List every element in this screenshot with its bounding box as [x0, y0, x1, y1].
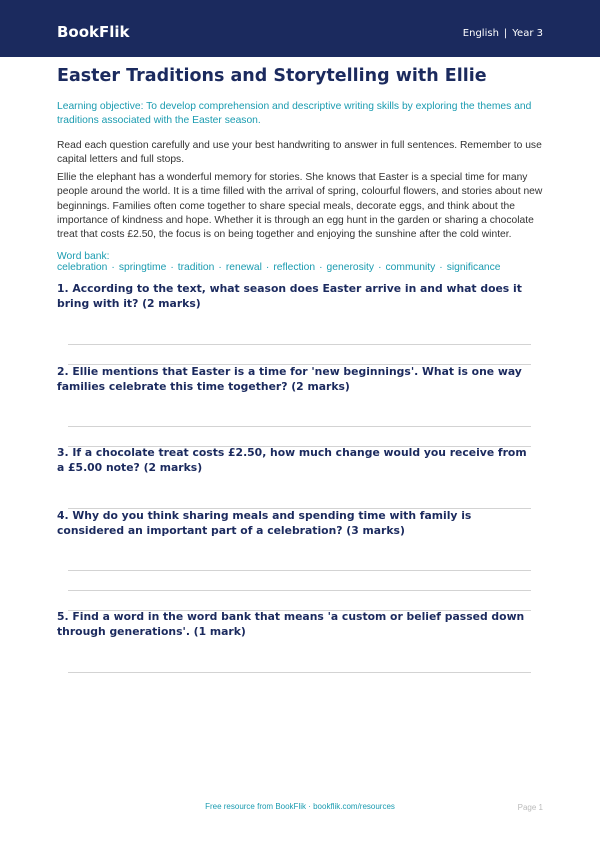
brand-logo-text: BookFlik — [57, 23, 130, 41]
question-3: 3. If a chocolate treat costs £2.50, how much change would you receive from a £5.00 note? (2 marks) — [57, 446, 527, 474]
question-4: 4. Why do you think sharing meals and spending time with family is considered an important part of a celebration? (3 marks) — [57, 509, 472, 537]
word-bank-word: celebration — [57, 262, 108, 273]
answer-line[interactable] — [68, 672, 531, 673]
subject-year-label — [463, 28, 543, 39]
word-bank-word: community — [385, 262, 436, 273]
learning-objective: Learning objective: To develop comprehension and descriptive writing skills by exploring the themes and traditions associated with the Easter season. — [57, 101, 532, 126]
word-bank-word: renewal — [225, 262, 262, 273]
year-label: Year 3 — [512, 28, 543, 39]
answer-line[interactable] — [68, 590, 531, 591]
separator: | — [503, 28, 508, 39]
answer-line[interactable] — [68, 344, 531, 345]
word-bank-word: generosity — [326, 262, 375, 273]
word-bank-label: Word bank: — [57, 251, 110, 262]
answer-line[interactable] — [68, 570, 531, 571]
word-bank-word: springtime — [118, 262, 167, 273]
question-2: 2. Ellie mentions that Easter is a time for 'new beginnings'. What is one way families celebrate this time together? (2 marks) — [57, 365, 522, 393]
word-bank-word: significance — [446, 262, 501, 273]
footer-text[interactable]: Free resource from BookFlik · bookflik.com/resources — [205, 802, 395, 811]
word-bank: Word bank: celebration · springtime · tradition · renewal · reflection · generosity · community · significance — [57, 251, 501, 273]
instructions-text: Read each question carefully and use your best handwriting to answer in full sentences. Remember to use capital letters and full stops. — [57, 140, 542, 165]
header-bar — [0, 0, 600, 57]
word-bank-word: tradition — [177, 262, 215, 273]
question-1: 1. According to the text, what season does Easter arrive in and what does it bring with it? (2 marks) — [57, 282, 522, 310]
page-title: Easter Traditions and Storytelling with Ellie — [57, 66, 487, 86]
reading-passage: Ellie the elephant has a wonderful memory for stories. She knows that Easter is a special time for many people around the world. It is a time filled with the arrival of spring, colourful flowers, and stories about new beginnings. Families often come together to share special meals, decorate eggs, and think about the importance of kindness and hope. Whether it is through an egg hunt in the garden or sharing a chocolate treat that costs £2.50, the focus is on being together and enjoying the sunshine after the cold winter. — [57, 172, 543, 241]
answer-line[interactable] — [68, 426, 531, 427]
subject-label: English — [462, 28, 499, 39]
page-number: Page 1 — [517, 803, 543, 812]
question-5: 5. Find a word in the word bank that means 'a custom or belief passed down through generations'. (1 mark) — [57, 610, 525, 638]
word-bank-word: reflection — [273, 262, 316, 273]
